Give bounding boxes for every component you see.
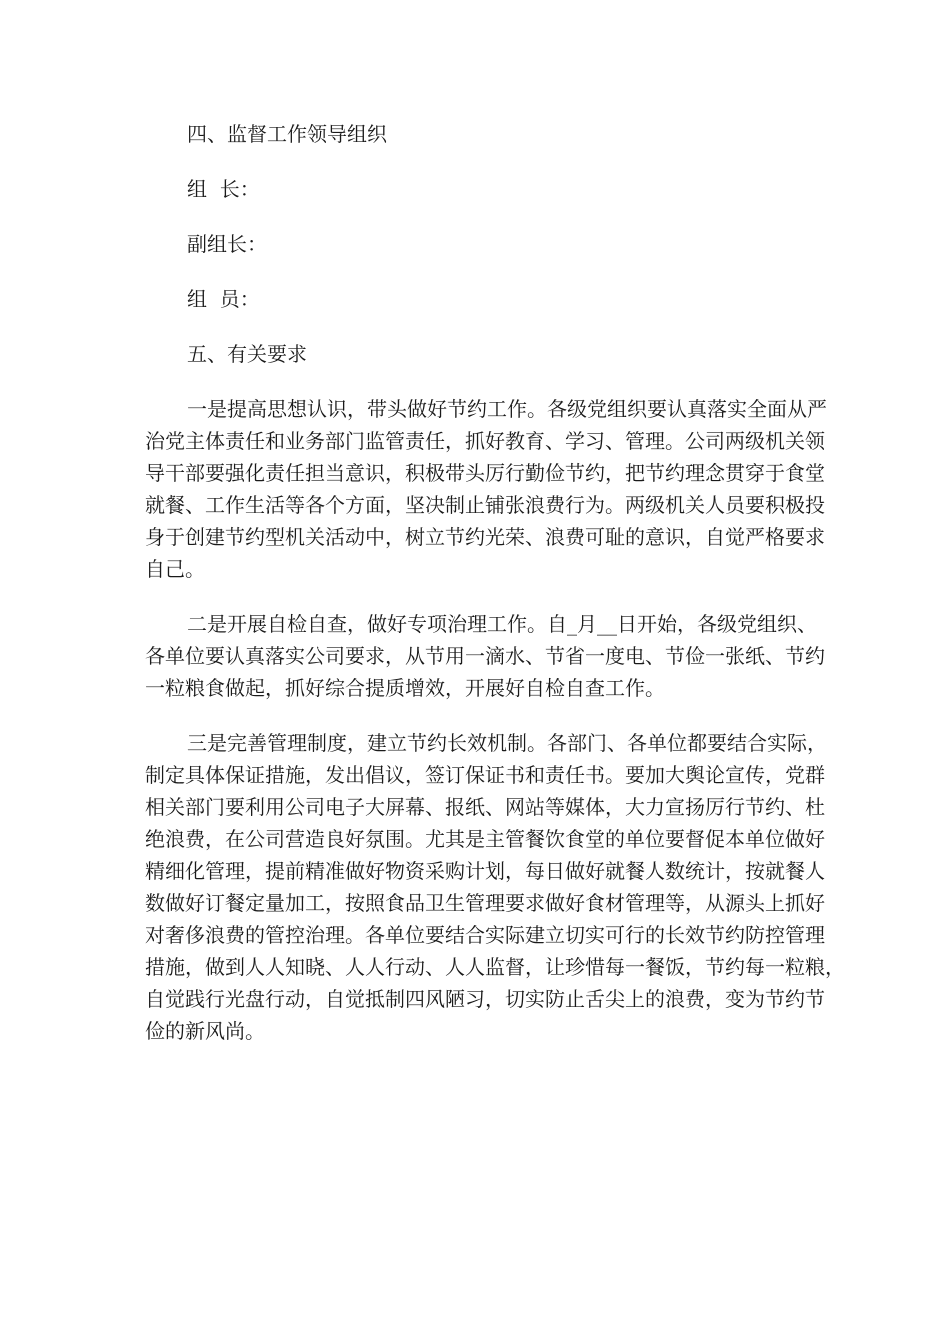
paragraph-line: 身于创建节约型机关活动中，树立节约光荣、浪费可耻的意识，自觉严格要求: [145, 525, 825, 549]
paragraph-line: 自己。: [145, 557, 205, 581]
paragraph-line: 三是完善管理制度，建立节约长效机制。各部门、各单位都要结合实际，: [187, 731, 827, 755]
paragraph-line: 就餐、工作生活等各个方面，坚决制止铺张浪费行为。两级机关人员要积极投: [145, 493, 825, 517]
paragraph-line: 措施，做到人人知晓、人人行动、人人监督，让珍惜每一餐饭，节约每一粒粮，: [145, 955, 845, 979]
document-body: [145, 118, 845, 1070]
requirement-paragraph-3: [145, 727, 845, 1047]
paragraph-line: 对奢侈浪费的管控治理。各单位要结合实际建立切实可行的长效节约防控管理: [145, 923, 825, 947]
deputy-leader-field: 副组长：: [187, 232, 267, 256]
paragraph-line: 制定具体保证措施，发出倡议，签订保证书和责任书。要加大舆论宣传，党群: [145, 763, 825, 787]
section5-heading: 五、有关要求: [187, 342, 307, 366]
leader-field: 组 长：: [187, 177, 260, 201]
paragraph-line: 相关部门要利用公司电子大屏幕、报纸、网站等媒体，大力宣扬厉行节约、杜: [145, 795, 825, 819]
paragraph-line: 一是提高思想认识，带头做好节约工作。各级党组织要认真落实全面从严: [187, 397, 827, 421]
paragraph-line: 绝浪费，在公司营造良好氛围。尤其是主管餐饮食堂的单位要督促本单位做好: [145, 827, 825, 851]
members-field: 组 员：: [187, 287, 260, 311]
paragraph-line: 各单位要认真落实公司要求，从节用一滴水、节省一度电、节俭一张纸、节约: [145, 644, 825, 668]
paragraph-line: 二是开展自检自查，做好专项治理工作。自_月__日开始，各级党组织、: [187, 612, 817, 636]
paragraph-line: 俭的新风尚。: [145, 1019, 265, 1043]
requirement-paragraph-2: [145, 608, 825, 704]
paragraph-line: 导干部要强化责任担当意识，积极带头厉行勤俭节约，把节约理念贯穿于食堂: [145, 461, 825, 485]
requirement-paragraph-1: [145, 393, 827, 585]
section4-heading: 四、监督工作领导组织: [187, 122, 387, 146]
paragraph-line: 治党主体责任和业务部门监管责任，抓好教育、学习、管理。公司两级机关领: [145, 429, 825, 453]
paragraph-line: 自觉践行光盘行动，自觉抵制四风陋习，切实防止舌尖上的浪费，变为节约节: [145, 987, 825, 1011]
paragraph-line: 精细化管理，提前精准做好物资采购计划，每日做好就餐人数统计，按就餐人: [145, 859, 825, 883]
paragraph-line: 一粒粮食做起，抓好综合提质增效，开展好自检自查工作。: [145, 676, 665, 700]
paragraph-line: 数做好订餐定量加工，按照食品卫生管理要求做好食材管理等，从源头上抓好: [145, 891, 825, 915]
